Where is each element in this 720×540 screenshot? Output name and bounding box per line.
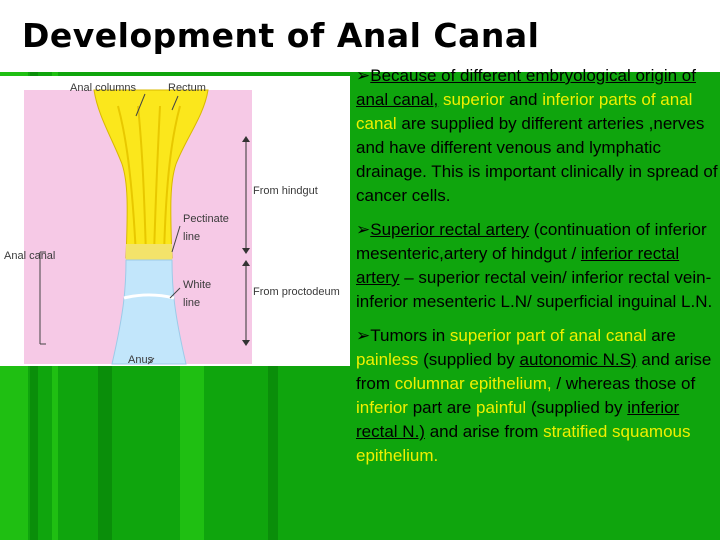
background-stripe: [98, 366, 112, 540]
label-anal-columns: Anal columns: [70, 82, 137, 94]
bullet-text: part are: [407, 398, 477, 417]
label-anus: Anus: [128, 354, 154, 366]
bullet-text: are: [646, 326, 676, 345]
bullet-text: – superior rectal vein/ inferior rectal vein- inferior mesenteric L.N/ superficial inguinal L.N.: [356, 268, 713, 311]
bullet-text: and: [504, 90, 543, 109]
arrow-bullet-icon: ➢: [356, 66, 371, 85]
bullet-text: and arise from: [424, 422, 544, 441]
bullet-text: inferior rectal N.): [356, 398, 680, 441]
slide-body: [356, 64, 718, 478]
highlight-text: stratified squamous epithelium.: [356, 422, 691, 465]
highlight-text: superior: [438, 90, 505, 109]
bullet-tumors: [356, 324, 718, 468]
label-anal-canal: Anal canal: [4, 250, 56, 262]
slide-title: Development of Anal Canal: [22, 16, 540, 55]
anal-canal-illustration: [0, 76, 350, 366]
highlight-text: painless: [356, 350, 419, 369]
highlight-text: columnar epithelium,: [394, 374, 552, 393]
bullet-text: Tumors in: [370, 326, 450, 345]
arrow-bullet-icon: ➢: [356, 220, 371, 239]
bullet-text: autonomic N.S): [519, 350, 637, 369]
highlight-text: superior part of anal canal: [449, 326, 647, 345]
highlight-text: inferior parts of anal canal: [356, 90, 693, 133]
background-stripe: [180, 366, 204, 540]
bullet-text: inferior rectal artery: [356, 244, 680, 287]
label-pectinate: Pectinate: [183, 213, 229, 225]
bullet-text: / whereas those of: [551, 374, 696, 393]
highlight-text: inferior: [356, 398, 408, 417]
bullet-text: and arise from: [356, 350, 712, 393]
bullet-text: (continuation of inferior mesenteric,artery of hindgut /: [356, 220, 707, 263]
bullet-text: Because of different embryological origin of anal canal,: [356, 66, 696, 109]
bullet-text: are supplied by different arteries ,nerves and have different venous and lymphatic drainage. This is important clinically in spread of cancer cells.: [356, 114, 718, 205]
label-from-proctodeum: From proctodeum: [253, 286, 340, 298]
anal-canal-diagram: [0, 76, 350, 366]
arrow-bullet-icon: ➢: [356, 326, 371, 345]
bullet-embryological-origin: [356, 64, 718, 208]
label-pectinate-line: line: [183, 231, 201, 243]
highlight-text: painful: [476, 398, 527, 417]
label-from-hindgut: From hindgut: [253, 185, 318, 197]
label-white-line: line: [183, 297, 201, 309]
bullet-text: Superior rectal artery: [370, 220, 529, 239]
background-stripe: [268, 366, 278, 540]
bullet-text: (supplied by: [418, 350, 520, 369]
bullet-text: (supplied by: [526, 398, 628, 417]
pectinate-zone: [126, 244, 172, 260]
bullet-blood-supply: [356, 218, 718, 314]
label-white: White: [183, 279, 212, 291]
label-rectum: Rectum: [168, 82, 206, 94]
